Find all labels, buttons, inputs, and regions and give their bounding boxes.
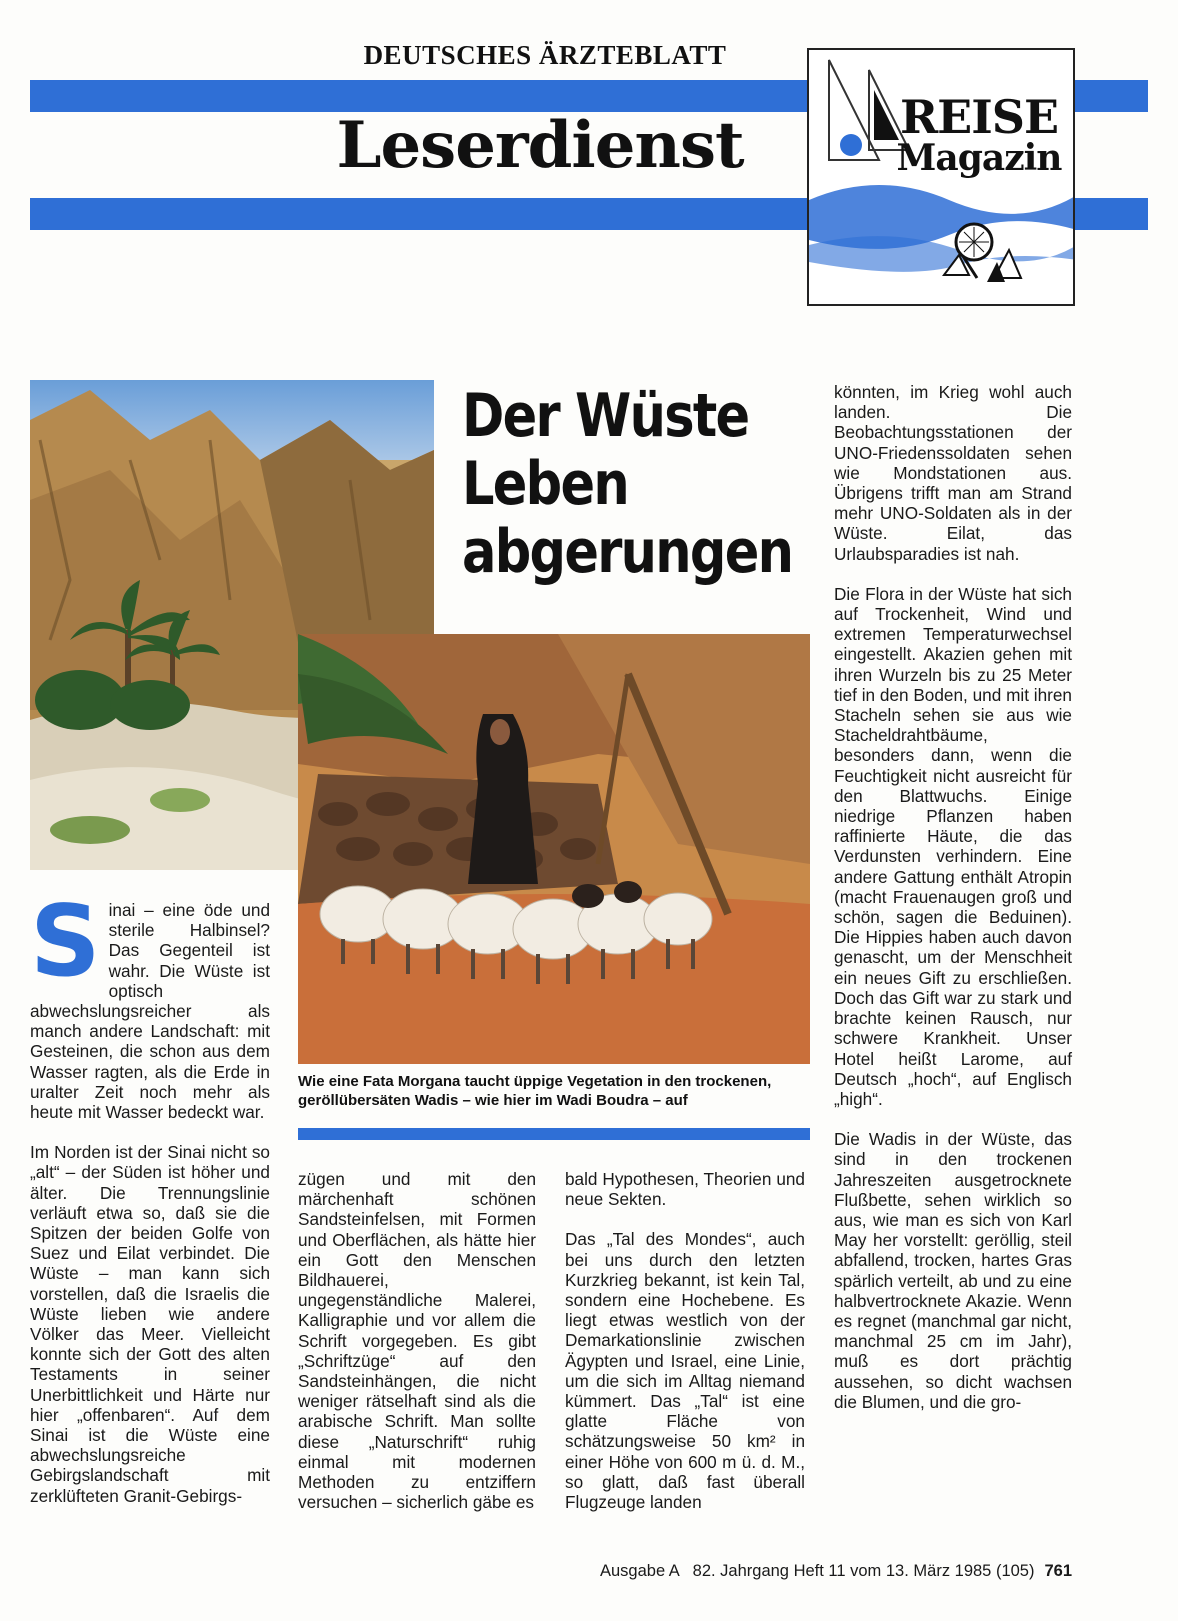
page-number: 761 — [1044, 1562, 1072, 1580]
reise-logo-line2: Magazin — [896, 137, 1062, 179]
paragraph: Das „Tal des Mondes“, auch bei uns durch den letzten Kurzkrieg bekannt, ist kein Tal, sondern eine Hochebene. Es liegt etwas westlich von der Demarkationslinie zwischen Ägypten und Israel, eine Linie, um die sich im Alltag niemand kümmert. Das „Tal“ ist eine glatte Fläche von schätzungsweise 50 km² in einer Höhe von 600 m ü. d. M., so glatt, daß fast überall Flugzeuge landen — [565, 1229, 805, 1513]
article-column-2 — [298, 1169, 536, 1512]
issue-info: Ausgabe A 82. Jahrgang Heft 11 vom 13. März 1985 (105) — [600, 1562, 1035, 1580]
article-headline — [462, 381, 793, 587]
section-title: Leserdienst — [336, 108, 744, 183]
photo-shepherd-sheep — [298, 634, 810, 1064]
reise-magazin-logo — [807, 48, 1075, 306]
headline-line-1: Der Wüste — [462, 381, 749, 451]
page-footer — [502, 1562, 1072, 1581]
article-column-1 — [30, 885, 270, 1506]
reise-logo-line1: REISE — [899, 90, 1059, 144]
photo-caption: Wie eine Fata Morgana taucht üppige Vegetation in den trockenen, geröllübersäten Wadis – wie hier im Wadi Boudra – auf — [298, 1073, 772, 1109]
paragraph: könnten, im Krieg wohl auch landen. Die Beobachtungsstationen der UNO-Friedenssoldaten sehen wie Mondstationen aus. Übrigens trifft man am Strand mehr UNO-Soldaten als in der Wüste. Eilat, das Urlaubsparadies ist nah. — [834, 382, 1072, 564]
masthead: DEUTSCHES ÄRZTEBLATT — [363, 40, 727, 70]
paragraph: zügen und mit den märchenhaft schönen Sandsteinfelsen, mit Formen und Oberflächen, als hätte hier ein Gott den Menschen Bildhauerei, ungegenständliche Malerei, Kalligraphie und vor allem die Schrift vorgegeben. Es gibt „Schriftzüge“ auf den Sandsteinhängen, die nicht weniger rätselhaft sind als die arabische Schrift. Man sollte diese „Naturschrift“ ruhig einmal mit modernen Methoden zu entziffern versuchen – sicherlich gäbe es — [298, 1169, 536, 1513]
caption-divider-bar — [298, 1128, 810, 1140]
paragraph: Im Norden ist der Sinai nicht so „alt“ – der Süden ist höher und älter. Die Trennungslinie verläuft etwa so, daß sie die Spitzen der beiden Golfe von Suez und Eilat verbindet. Die Wüste – man kann sich vorstellen, daß die Israelis die Wüste lieben wie andere Völker das Meer. Vielleicht konnte sich der Gott des alten Testaments in seiner Unerbittlichkeit und Härte nur hier „offenbaren“. Auf dem Sinai ist die Wüste eine abwechslungsreiche Gebirgslandschaft mit zerklüfteten Granit-Gebirgs- — [30, 1142, 270, 1506]
header-bar-bottom-right — [1075, 198, 1148, 230]
headline-line-3: abgerungen — [462, 517, 793, 587]
header-bar-top-right — [1075, 80, 1148, 112]
paragraph: bald Hypothesen, Theorien und neue Sekten. — [565, 1169, 805, 1210]
article-column-4 — [834, 382, 1072, 1412]
article-column-3 — [565, 1169, 805, 1512]
paragraph-text: inai – eine öde und sterile Halbinsel? Das Gegenteil ist wahr. Die Wüste ist optisch abwechslungsreicher als manch andere Landschaft: mit Gesteinen, die schon aus dem Wasser ragten, als die Erde in uralter Zeit noch mehr als heute mit Wasser bedeckt war. — [30, 900, 270, 1123]
reise-logo-text — [879, 90, 1075, 179]
dropcap-letter: S — [30, 885, 101, 999]
paragraph-intro — [30, 885, 270, 1123]
paragraph: Die Flora in der Wüste hat sich auf Trockenheit, Wind und extremen Temperaturwechsel eingestellt. Akazien gehen mit ihren Wurzeln bis zu 25 Meter tief in den Boden, und mit ihren Stacheln sehen sie aus wie Stacheldrahtbäume, besonders dann, wenn die Feuchtigkeit nicht ausreicht für den Blattwuchs. Einige niedrige Pflanzen haben raffinierte Häute, die das Verdunsten verhindern. Eine andere Gattung enthält Atropin (macht Frauenaugen groß und schön, sagen die Beduinen). Die Hippies haben auch davon genascht, um der Menschheit ein neues Gift zu erschließen. Doch das Gift war zu stark und brachte keinen Rausch, nur schwere Krankheit. Unser Hotel heißt Larome, auf Deutsch „hoch“, auf Englisch „high“. — [834, 583, 1072, 1109]
headline-line-2: Leben — [462, 449, 629, 519]
paragraph: Die Wadis in der Wüste, das sind in den trockenen Jahreszeiten ausgetrocknete Flußbette, sehen wirklich so aus, wie man es sich von Karl May her vorstellt: geröllig, steil abfallend, trocken, hartes Gras spärlich verteilt, ab und zu eine halbvertrocknete Akazie. Wenn es regnet (manchmal gar nicht, manchmal 25 cm im Jahr), muß es dort prächtig aussehen, so dicht wachsen die Blumen, und die gro- — [834, 1129, 1072, 1412]
header-bar-bottom — [30, 198, 808, 230]
